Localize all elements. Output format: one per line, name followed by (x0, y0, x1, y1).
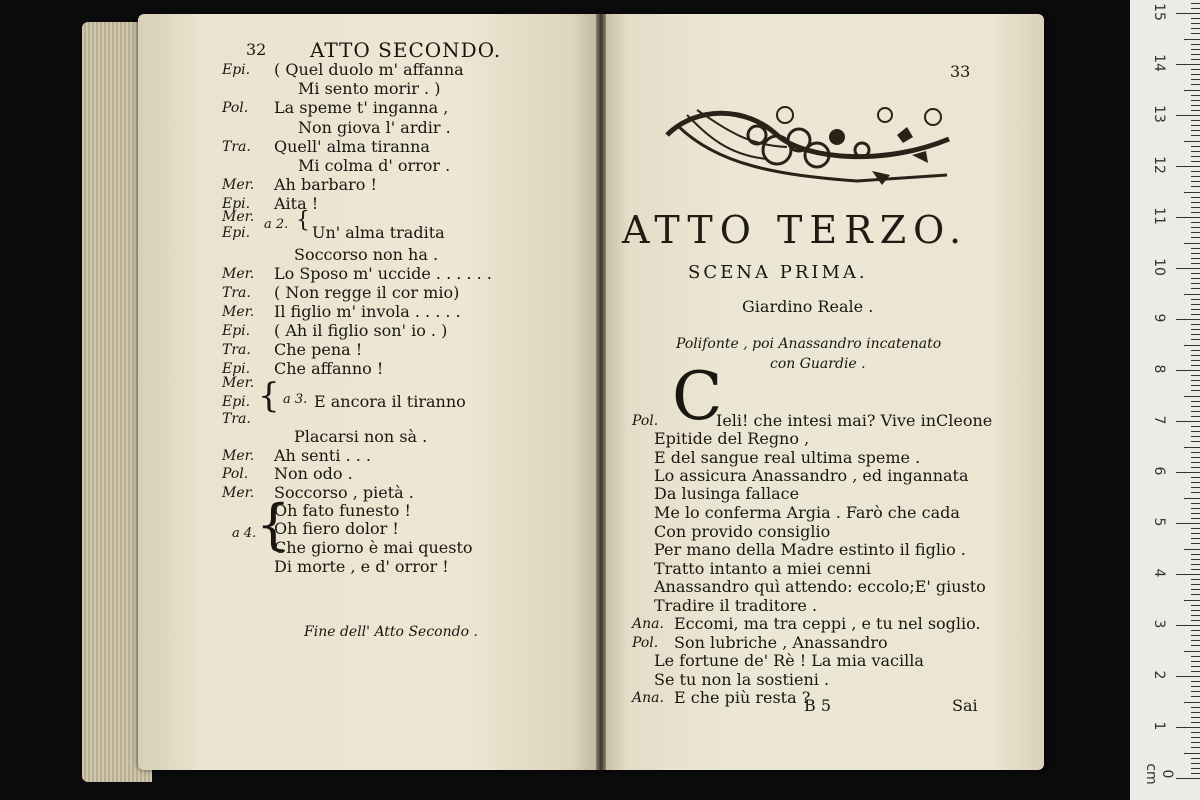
ruler-tick (1176, 574, 1200, 575)
ruler-tick (1191, 610, 1200, 611)
ruler-tick (1191, 717, 1200, 718)
ruler-tick (1191, 3, 1200, 4)
left-page-number: 32 (246, 40, 267, 59)
ruler-tick (1191, 44, 1200, 45)
ruler-tick (1176, 778, 1200, 779)
ruler-tick (1191, 334, 1200, 335)
ruler-tick (1176, 268, 1200, 269)
right-page-number: 33 (950, 62, 971, 81)
ruler-tick (1191, 365, 1200, 366)
ruler-tick (1191, 288, 1200, 289)
dialogue-line: Il figlio m' invola . . . . . (274, 302, 461, 321)
ruler-tick (1191, 95, 1200, 96)
ruler-tick (1191, 712, 1200, 713)
ruler-tick (1191, 758, 1200, 759)
scene-setting: Giardino Reale . (742, 297, 874, 316)
dialogue-line: Epitide del Regno , (654, 429, 810, 448)
ruler-tick (1191, 681, 1200, 682)
ruler-tick (1176, 319, 1200, 320)
ruler-tick (1191, 212, 1200, 213)
ruler-tick (1191, 237, 1200, 238)
speaker-label: Epi. (222, 196, 251, 212)
ruler-tick (1184, 498, 1200, 499)
dialogue-line: E del sangue real ultima speme . (654, 448, 921, 467)
ruler-number: 8 (1151, 364, 1167, 374)
ruler-tick (1191, 431, 1200, 432)
ruler-tick (1184, 600, 1200, 601)
ruler-tick (1191, 661, 1200, 662)
ruler-tick (1191, 28, 1200, 29)
ruler-tick (1191, 181, 1200, 182)
ruler-tick (1191, 232, 1200, 233)
ruler-tick (1191, 696, 1200, 697)
dialogue-line: E che più resta ? (674, 688, 811, 707)
dialogue-line: Son lubriche , Anassandro (674, 633, 888, 652)
ruler-tick (1191, 554, 1200, 555)
ruler-tick (1191, 74, 1200, 75)
ruler-number: 12 (1151, 156, 1167, 174)
ruler-tick (1191, 508, 1200, 509)
speaker-label: Epi. (222, 323, 251, 339)
speaker-label: Mer. (222, 375, 255, 391)
speaker-label: Pol. (632, 635, 659, 651)
speaker-label: Mer. (222, 177, 255, 193)
ruler-tick (1191, 79, 1200, 80)
ruler-tick (1184, 345, 1200, 346)
ruler-number: 2 (1151, 670, 1167, 680)
dialogue-line: Se tu non la sostieni . (654, 670, 830, 689)
dialogue-line: Mi sento morir . ) (298, 79, 441, 98)
ruler-tick (1191, 763, 1200, 764)
speaker-label: Mer. (222, 304, 255, 320)
catchword: Sai (952, 696, 978, 715)
dialogue-line: Ah barbaro ! (274, 175, 377, 194)
drop-cap: C (672, 358, 723, 435)
ruler-tick (1191, 253, 1200, 254)
ruler-tick (1191, 309, 1200, 310)
ruler-tick (1191, 584, 1200, 585)
speaker-label: Epi. (222, 62, 251, 78)
ruler-tick (1191, 69, 1200, 70)
book-gutter (596, 14, 606, 770)
brace-a2: { (296, 208, 310, 233)
ruler-number: 6 (1151, 466, 1167, 476)
ruler-tick (1191, 151, 1200, 152)
ruler-tick (1191, 258, 1200, 259)
ruler-tick (1191, 737, 1200, 738)
ruler-tick (1191, 477, 1200, 478)
ruler-tick (1191, 299, 1200, 300)
ruler-tick (1191, 135, 1200, 136)
ruler-unit-label: 0 cm (1143, 763, 1175, 785)
ruler-tick (1191, 125, 1200, 126)
ruler-tick (1184, 141, 1200, 142)
ruler-tick (1176, 676, 1200, 677)
measurement-ruler (1130, 0, 1200, 800)
ruler-tick (1191, 538, 1200, 539)
running-head: ATTO SECONDO. (310, 38, 502, 62)
dialogue-line: Non giova l' ardir . (298, 118, 451, 137)
ruler-tick (1191, 747, 1200, 748)
ruler-tick (1191, 487, 1200, 488)
dialogue-line: Di morte , e d' orror ! (274, 557, 449, 576)
ruler-tick (1184, 192, 1200, 193)
ensemble-mark-a4: a 4. (232, 526, 257, 541)
ruler-tick (1191, 23, 1200, 24)
speaker-label: Pol. (222, 466, 249, 482)
ruler-tick (1191, 283, 1200, 284)
ruler-tick (1191, 350, 1200, 351)
ruler-tick (1191, 635, 1200, 636)
ruler-tick (1191, 457, 1200, 458)
ensemble-mark-a2: a 2. (264, 217, 289, 232)
ruler-tick (1191, 533, 1200, 534)
dialogue-line: Oh fato funesto ! (274, 501, 411, 520)
speaker-label: Tra. (222, 285, 251, 301)
dialogue-line: Ieli! che intesi mai? Vive inCleone (716, 411, 993, 430)
ruler-tick (1191, 559, 1200, 560)
ruler-tick (1184, 549, 1200, 550)
speaker-label: Mer. (222, 448, 255, 464)
act-title: ATTO TERZO. (622, 208, 969, 252)
ruler-tick (1191, 620, 1200, 621)
ruler-tick (1176, 370, 1200, 371)
ruler-number: 10 (1151, 258, 1167, 276)
speaker-label: Pol. (632, 413, 659, 429)
speaker-label: Ana. (632, 690, 664, 706)
ruler-tick (1191, 100, 1200, 101)
ruler-tick (1191, 54, 1200, 55)
ruler-tick (1176, 523, 1200, 524)
ruler-tick (1191, 742, 1200, 743)
ruler-tick (1191, 59, 1200, 60)
speaker-label: Tra. (222, 139, 251, 155)
speaker-label: Tra. (222, 342, 251, 358)
ruler-tick (1191, 186, 1200, 187)
dialogue-line: Lo assicura Anassandro , ed ingannata (654, 466, 969, 485)
ruler-tick (1191, 339, 1200, 340)
dialogue-line: Non odo . (274, 464, 353, 483)
dialogue-line: Che affanno ! (274, 359, 384, 378)
speaker-label: Epi. (222, 225, 251, 241)
dialogue-line: Che pena ! (274, 340, 363, 359)
ruler-tick (1191, 441, 1200, 442)
ruler-tick (1191, 385, 1200, 386)
ruler-number: 15 (1151, 3, 1167, 21)
brace-a3: { (258, 376, 280, 416)
ruler-tick (1176, 727, 1200, 728)
ruler-tick (1191, 227, 1200, 228)
ruler-tick (1176, 166, 1200, 167)
ruler-tick (1176, 472, 1200, 473)
ruler-tick (1191, 722, 1200, 723)
dialogue-line: Che giorno è mai questo (274, 538, 473, 557)
ruler-tick (1184, 90, 1200, 91)
ensemble-mark-a3: a 3. (283, 392, 308, 407)
speaker-label: Epi. (222, 394, 251, 410)
dialogue-line: Mi colma d' orror . (298, 156, 451, 175)
dialogue-line: Oh fiero dolor ! (274, 519, 399, 538)
brace-a4: { (256, 493, 291, 556)
ruler-tick (1191, 656, 1200, 657)
ruler-tick (1191, 156, 1200, 157)
dialogue-line: Lo Sposo m' uccide . . . . . . (274, 264, 492, 283)
ruler-tick (1191, 84, 1200, 85)
ruler-tick (1176, 217, 1200, 218)
dialogue-line: Quell' alma tiranna (274, 137, 430, 156)
ruler-tick (1191, 202, 1200, 203)
act-end-note: Fine dell' Atto Secondo . (304, 624, 478, 640)
ruler-tick (1191, 645, 1200, 646)
ruler-tick (1191, 222, 1200, 223)
dialogue-line: Eccomi, ma tra ceppi , e tu nel soglio. (674, 614, 981, 633)
stage-direction-2: con Guardie . (770, 356, 866, 372)
dialogue-line: Soccorso , pietà . (274, 483, 414, 502)
ruler-number: 11 (1151, 207, 1167, 225)
ruler-tick (1191, 390, 1200, 391)
ruler-number: 3 (1151, 619, 1167, 629)
ruler-tick (1191, 278, 1200, 279)
ruler-number: 1 (1151, 721, 1167, 731)
ruler-tick (1191, 304, 1200, 305)
ruler-tick (1191, 630, 1200, 631)
ruler-tick (1191, 528, 1200, 529)
ruler-tick (1191, 375, 1200, 376)
ruler-tick (1191, 691, 1200, 692)
ruler-tick (1176, 625, 1200, 626)
ruler-tick (1191, 248, 1200, 249)
ruler-tick (1191, 8, 1200, 9)
speaker-label: Mer. (222, 209, 255, 225)
ruler-tick (1191, 518, 1200, 519)
ruler-tick (1191, 671, 1200, 672)
speaker-label: Epi. (222, 361, 251, 377)
ruler-tick (1191, 33, 1200, 34)
dialogue-line: Le fortune de' Rè ! La mia vacilla (654, 651, 924, 670)
dialogue-line: Placarsi non sà . (294, 427, 428, 446)
ruler-number: 7 (1151, 415, 1167, 425)
ruler-tick (1191, 732, 1200, 733)
ruler-tick (1191, 273, 1200, 274)
ruler-tick (1176, 13, 1200, 14)
ruler-tick (1191, 171, 1200, 172)
ruler-tick (1191, 605, 1200, 606)
speaker-label: Pol. (222, 100, 249, 116)
dialogue-line: Tradire il traditore . (654, 596, 818, 615)
ruler-tick (1176, 421, 1200, 422)
dialogue-line: Soccorso non ha . (294, 245, 439, 264)
dialogue-line: ( Non regge il cor mio) (274, 283, 460, 302)
dialogue-line: E ancora il tiranno (314, 392, 466, 411)
ruler-tick (1191, 640, 1200, 641)
ruler-tick (1191, 314, 1200, 315)
ruler-tick (1191, 105, 1200, 106)
dialogue-line: Aita ! (274, 194, 319, 213)
ruler-tick (1191, 589, 1200, 590)
ruler-tick (1176, 64, 1200, 65)
ruler-tick (1191, 329, 1200, 330)
ruler-tick (1191, 324, 1200, 325)
ruler-tick (1191, 110, 1200, 111)
ruler-tick (1191, 768, 1200, 769)
scene-title: SCENA PRIMA. (688, 262, 868, 283)
ruler-tick (1184, 447, 1200, 448)
ruler-tick (1191, 513, 1200, 514)
dialogue-line: Tratto intanto a miei cenni (654, 559, 872, 578)
ruler-tick (1191, 482, 1200, 483)
ruler-tick (1191, 436, 1200, 437)
ruler-tick (1191, 594, 1200, 595)
ruler-tick (1191, 355, 1200, 356)
dialogue-line: ( Quel duolo m' affanna (274, 60, 464, 79)
dialogue-line: Me lo conferma Argia . Farò che cada (654, 503, 960, 522)
ruler-number: 4 (1151, 568, 1167, 578)
ruler-tick (1191, 411, 1200, 412)
ruler-tick (1191, 579, 1200, 580)
ruler-tick (1191, 130, 1200, 131)
speaker-label: Mer. (222, 485, 255, 501)
dialogue-line: Un' alma tradita (312, 223, 445, 242)
ruler-tick (1191, 462, 1200, 463)
ruler-tick (1191, 263, 1200, 264)
speaker-label: Ana. (632, 616, 664, 632)
ruler-tick (1176, 115, 1200, 116)
ruler-tick (1191, 707, 1200, 708)
ruler-tick (1191, 492, 1200, 493)
ruler-tick (1191, 161, 1200, 162)
ruler-tick (1184, 396, 1200, 397)
ruler-tick (1191, 360, 1200, 361)
ruler-tick (1191, 686, 1200, 687)
ruler-tick (1184, 294, 1200, 295)
ruler-tick (1191, 197, 1200, 198)
dialogue-line: Da lusinga fallace (654, 484, 800, 503)
ruler-tick (1184, 702, 1200, 703)
ruler-tick (1191, 416, 1200, 417)
dialogue-line: Ah senti . . . (274, 446, 371, 465)
ruler-tick (1191, 773, 1200, 774)
ruler-number: 13 (1151, 105, 1167, 123)
ruler-tick (1191, 207, 1200, 208)
signature-mark: B 5 (804, 696, 832, 715)
ruler-number: 9 (1151, 313, 1167, 323)
ruler-tick (1184, 243, 1200, 244)
ruler-tick (1191, 120, 1200, 121)
dialogue-line: ( Ah il figlio son' io . ) (274, 321, 448, 340)
ruler-tick (1191, 426, 1200, 427)
ruler-tick (1191, 452, 1200, 453)
dialogue-line: La speme t' inganna , (274, 98, 449, 117)
speaker-label: Tra. (222, 411, 251, 427)
ruler-tick (1191, 467, 1200, 468)
ruler-tick (1191, 401, 1200, 402)
dialogue-line: Anassandro quì attendo: eccolo;E' giusto (654, 577, 986, 596)
ruler-tick (1191, 564, 1200, 565)
ruler-tick (1184, 651, 1200, 652)
ruler-number: 14 (1151, 54, 1167, 72)
ruler-tick (1191, 49, 1200, 50)
ruler-number: 5 (1151, 517, 1167, 527)
dialogue-line: Per mano della Madre estinto il figlio . (654, 540, 966, 559)
stage-direction-1: Polifonte , poi Anassandro incatenato (676, 336, 942, 352)
ruler-tick (1184, 39, 1200, 40)
dialogue-line: Con provido consiglio (654, 522, 831, 541)
speaker-label: Mer. (222, 266, 255, 282)
ruler-tick (1191, 543, 1200, 544)
ruler-tick (1191, 503, 1200, 504)
ruler-tick (1191, 666, 1200, 667)
ruler-tick (1191, 18, 1200, 19)
ruler-tick (1191, 406, 1200, 407)
ruler-tick (1191, 176, 1200, 177)
ruler-tick (1191, 380, 1200, 381)
floral-ornament (657, 95, 957, 195)
ruler-tick (1191, 146, 1200, 147)
ruler-tick (1191, 615, 1200, 616)
ruler-tick (1184, 753, 1200, 754)
ruler-tick (1191, 569, 1200, 570)
